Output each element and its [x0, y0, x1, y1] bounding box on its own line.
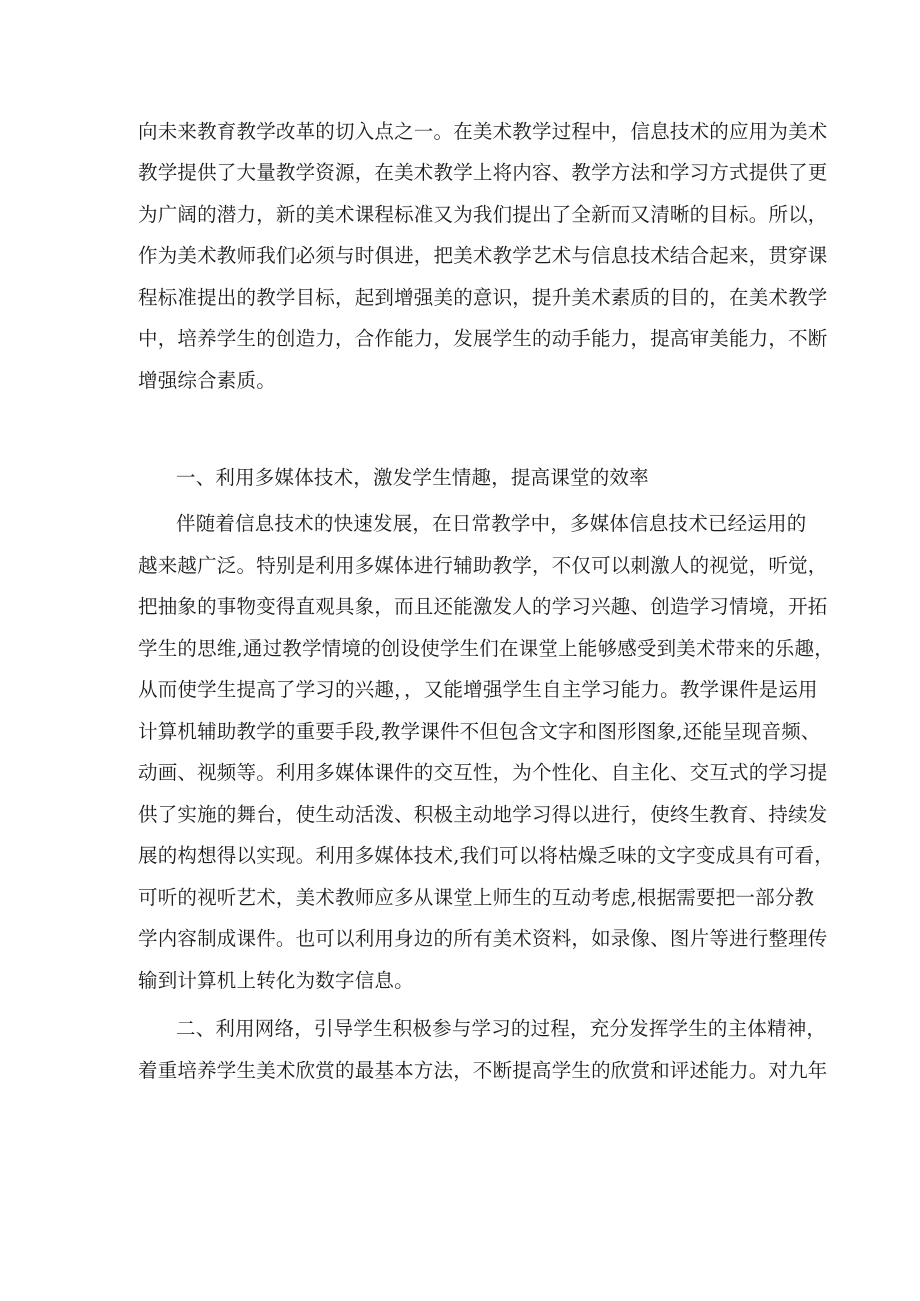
section-heading-1: 一、利用多媒体技术，激发学生情趣，提高课堂的效率	[176, 466, 649, 489]
paragraph-2-line: 从而使学生提高了学习的兴趣，，又能增强学生自主学习能力。教学课件是运用	[138, 678, 818, 701]
paragraph-2-line: 把抽象的事物变得直观具象，而且还能激发人的学习兴趣、创造学习情境，开拓	[138, 595, 828, 618]
paragraph-2-line: 计算机辅助教学的重要手段,教学课件不但包含文字和图形图象,还能呈现音频、	[138, 720, 821, 743]
paragraph-1-line: 作为美术教师我们必须与时俱进，把美术教学艺术与信息技术结合起来，贯穿课	[138, 244, 828, 267]
paragraph-1-line: 增强综合素质。	[138, 369, 276, 392]
paragraph-3-line: 二、利用网络，引导学生积极参与学习的过程，充分发挥学生的主体精神，	[176, 1017, 827, 1040]
paragraph-2-line: 学内容制成课件。也可以利用身边的所有美术资料，如录像、图片等进行整理传	[138, 927, 828, 950]
paragraph-1-line: 为广阔的潜力，新的美术课程标准又为我们提出了全新而又清晰的目标。所以，	[138, 203, 828, 226]
paragraph-2-line: 动画、视频等。利用多媒体课件的交互性，为个性化、自主化、交互式的学习提	[138, 761, 828, 784]
paragraph-2-line: 展的构想得以实现。利用多媒体技术,我们可以将枯燥乏味的文字变成具有可看，	[138, 844, 834, 867]
paragraph-1-line: 向未来教育教学改革的切入点之一。在美术教学过程中，信息技术的应用为美术	[138, 120, 828, 143]
paragraph-1-line: 程标准提出的教学目标，起到增强美的意识，提升美术素质的目的，在美术教学	[138, 286, 828, 309]
paragraph-2-line: 可听的视听艺术，美术教师应多从课堂上师生的互动考虑,根据需要把一部分教	[138, 886, 815, 909]
paragraph-1-line: 中，培养学生的创造力，合作能力，发展学生的动手能力，提高审美能力，不断	[138, 327, 828, 350]
paragraph-1-line: 教学提供了大量教学资源，在美术教学上将内容、教学方法和学习方式提供了更	[138, 161, 828, 184]
paragraph-2-line: 越来越广泛。特别是利用多媒体进行辅助教学，不仅可以刺激人的视觉，听觉，	[138, 554, 828, 577]
paragraph-2-line: 供了实施的舞台，使生动活泼、积极主动地学习得以进行，使终生教育、持续发	[138, 803, 828, 826]
paragraph-2-line: 伴随着信息技术的快速发展，在日常教学中，多媒体信息技术已经运用的	[176, 512, 807, 535]
paragraph-2-line: 输到计算机上转化为数字信息。	[138, 969, 414, 992]
paragraph-2-line: 学生的思维,通过教学情境的创设使学生们在课堂上能够感受到美术带来的乐趣，	[138, 637, 834, 660]
paragraph-3-line: 着重培养学生美术欣赏的最基本方法，不断提高学生的欣赏和评述能力。对九年	[138, 1059, 828, 1082]
